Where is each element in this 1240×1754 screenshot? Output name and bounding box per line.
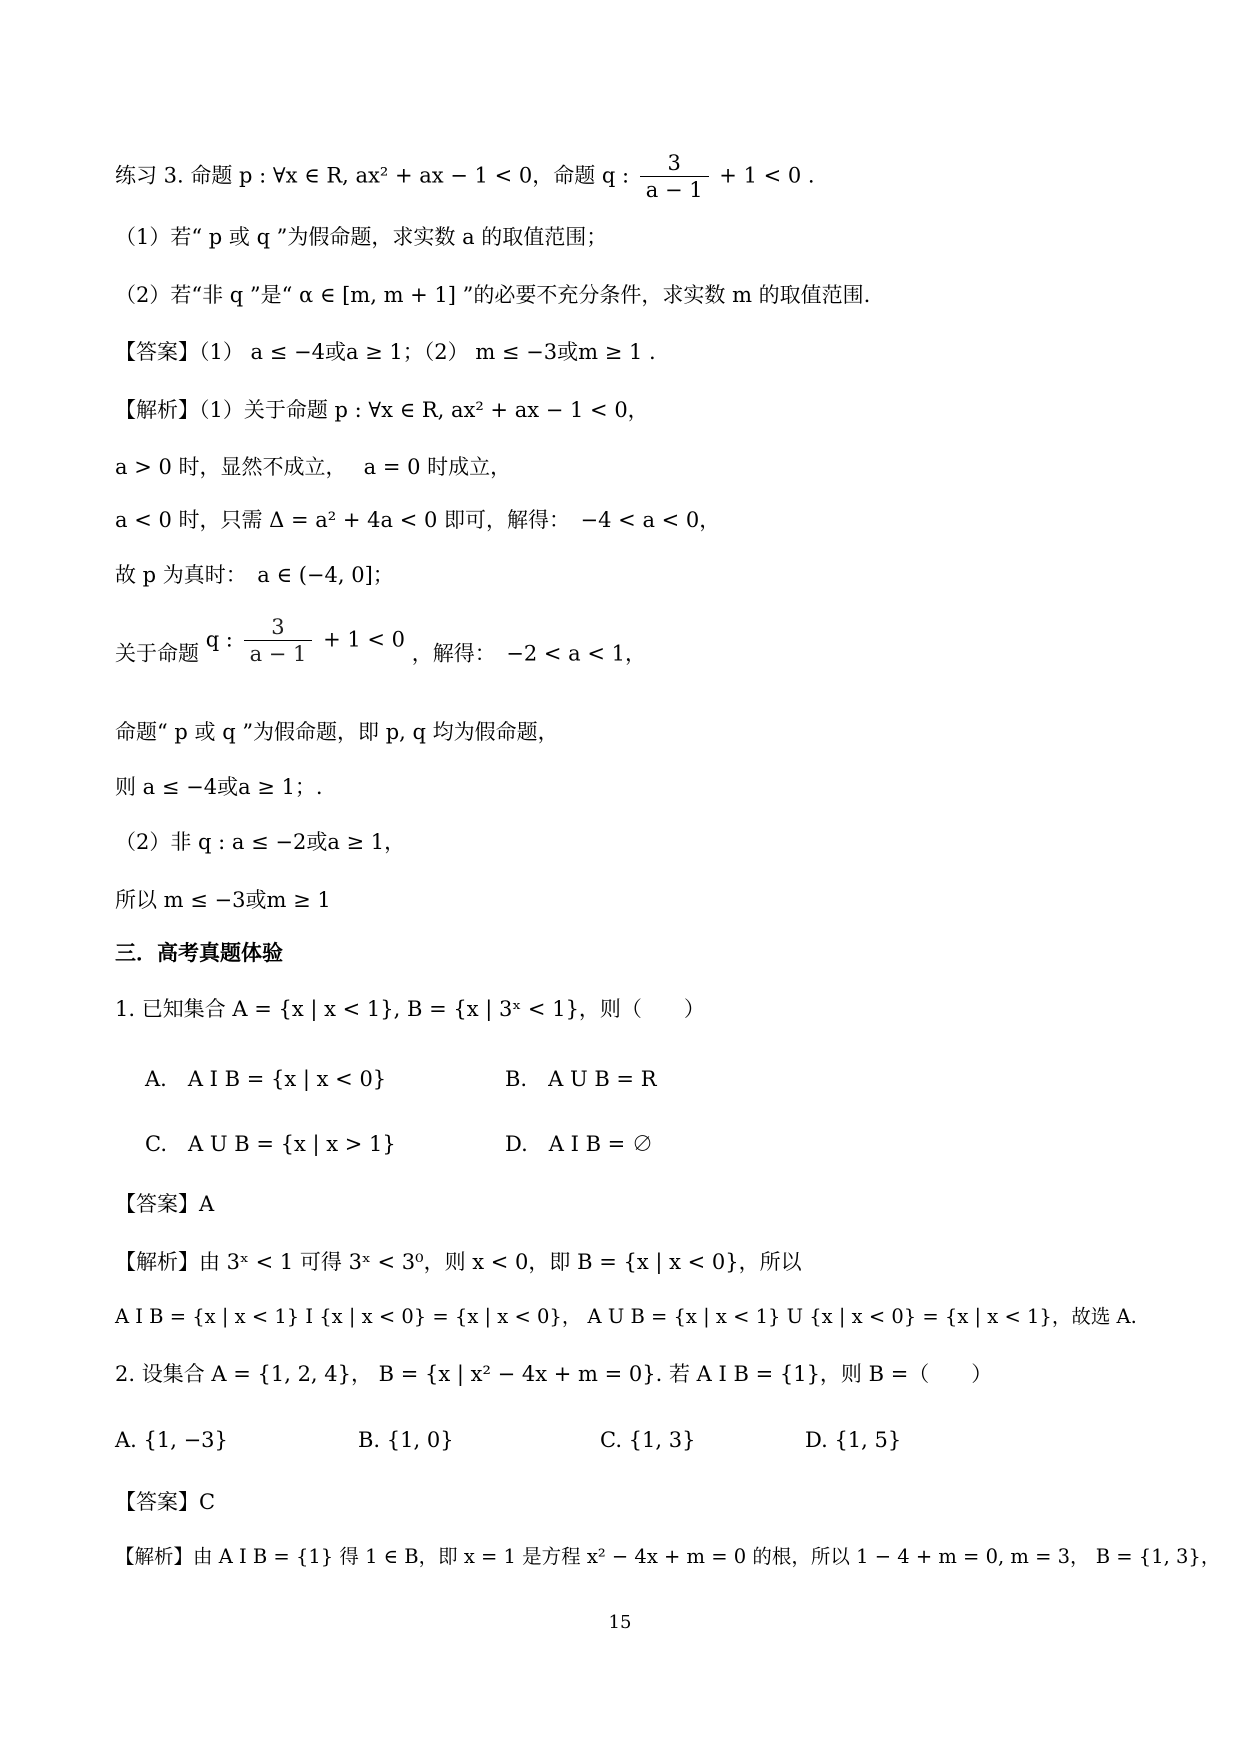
- embedded-formula-image: [206, 614, 405, 668]
- solution-text: 关于命题: [115, 641, 199, 666]
- exercise-3-solution-line-3: a < 0 时，只需 Δ = a² + 4a < 0 即可，解得： −4 < a < 0，: [115, 508, 721, 532]
- exercise-3-solution-line-7: 则 a ≤ −4或a ≥ 1；.: [115, 775, 323, 799]
- page-number: 15: [608, 1612, 632, 1633]
- question-1-answer: 【答案】A: [115, 1192, 215, 1216]
- fraction-denominator: a − 1: [645, 178, 703, 203]
- fraction: [640, 150, 709, 204]
- exercise-3-solution-line-2: a > 0 时，显然不成立， a = 0 时成立，: [115, 455, 512, 479]
- fraction-numerator: 3: [244, 614, 313, 641]
- question-2-option-c: C. {1, 3}: [600, 1428, 696, 1452]
- exercise-3-prompt: [115, 150, 815, 204]
- question-2-option-b: B. {1, 0}: [358, 1428, 454, 1452]
- question-2-option-a: A. {1, −3}: [115, 1428, 228, 1452]
- fraction: [244, 614, 313, 668]
- exercise-3-part-1: （1）若“ p 或 q ”为假命题，求实数 a 的取值范围；: [115, 225, 608, 249]
- question-2-option-d: D. {1, 5}: [805, 1428, 902, 1452]
- exercise-3-solution-line-9: 所以 m ≤ −3或m ≥ 1: [115, 888, 331, 912]
- exercise-3-solution-line-5: [115, 615, 646, 682]
- question-1-stem: 1. 已知集合 A = {x | x < 1}, B = {x | 3ˣ < 1}，则（ ）: [115, 997, 705, 1021]
- question-2-solution-line-1: 【解析】由 A I B = {1} 得 1 ∈ B，即 x = 1 是方程 x² − 4x + m = 0 的根，所以 1 − 4 + m = 0, m = 3， B = {1, 3}，: [115, 1545, 1221, 1568]
- question-1-option-c: C. A U B = {x | x > 1}: [145, 1132, 396, 1156]
- fraction-denominator: a − 1: [249, 642, 307, 667]
- exercise-3-prompt-tail: + 1 < 0 .: [719, 163, 815, 188]
- exercise-3-solution-line-1: 【解析】（1）关于命题 p : ∀x ∈ R, ax² + ax − 1 < 0，: [115, 398, 649, 422]
- exercise-3-solution-line-6: 命题“ p 或 q ”为假命题，即 p, q 均为假命题，: [115, 720, 559, 744]
- question-2-stem: 2. 设集合 A = {1, 2, 4}， B = {x | x² − 4x + m = 0}. 若 A I B = {1}，则 B =（ ）: [115, 1362, 993, 1386]
- fraction-numerator: 3: [640, 150, 709, 177]
- exercise-3-solution-line-4: 故 p 为真时： a ∈ (−4, 0]；: [115, 563, 394, 587]
- exercise-3-part-2: （2）若“非 q ”是“ α ∈ [m, m + 1] ”的必要不充分条件，求实数 m 的取值范围.: [115, 283, 871, 307]
- exercise-3-solution-line-8: （2）非 q : a ≤ −2或a ≥ 1，: [115, 830, 406, 854]
- question-1-option-d: D. A I B = ∅: [505, 1132, 653, 1156]
- question-2-answer: 【答案】C: [115, 1490, 216, 1514]
- question-1-solution-line-1: 【解析】由 3ˣ < 1 可得 3ˣ < 3⁰，则 x < 0，即 B = {x | x < 0}，所以: [115, 1250, 802, 1274]
- exercise-3-prompt-text: 练习 3. 命题 p : ∀x ∈ R, ax² + ax − 1 < 0，命题 q :: [115, 163, 630, 188]
- solution-text: ，解得： −2 < a < 1，: [411, 641, 646, 666]
- section-heading: 三．高考真题体验: [115, 940, 283, 965]
- question-1-option-b: B. A U B = R: [505, 1067, 657, 1091]
- formula-tail: + 1 < 0: [323, 627, 406, 652]
- question-1-option-a: A. A I B = {x | x < 0}: [145, 1067, 387, 1091]
- question-1-solution-line-2: A I B = {x | x < 1} I {x | x < 0} = {x | x < 0}， A U B = {x | x < 1} U {x | x < 0} = {x | x < 1}，故选 A.: [115, 1305, 1137, 1328]
- exercise-3-answer: 【答案】（1） a ≤ −4或a ≥ 1；（2） m ≤ −3或m ≥ 1 .: [115, 340, 656, 364]
- formula-label: q :: [205, 627, 233, 652]
